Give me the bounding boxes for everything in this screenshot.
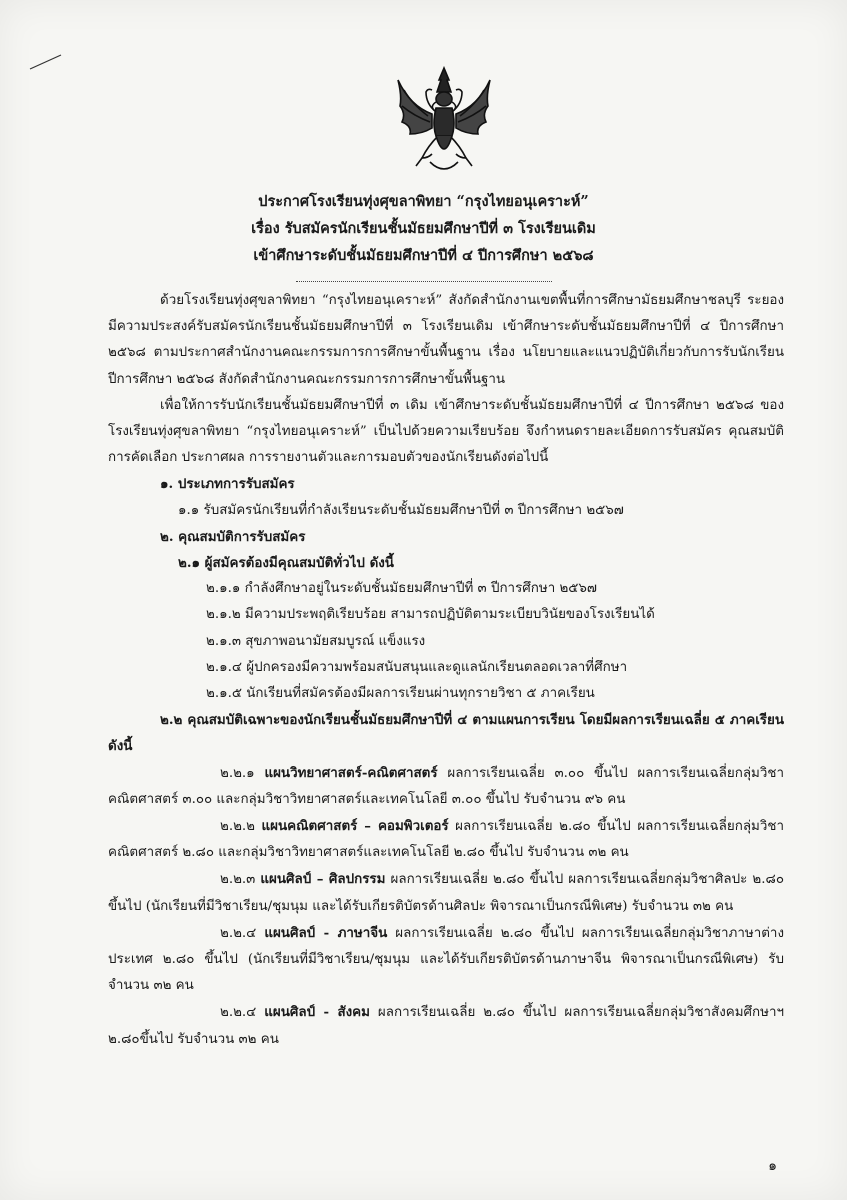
garuda-emblem-icon [392, 66, 496, 178]
page-number: ๑ [768, 1158, 777, 1174]
plan-name: แผนคณิตศาสตร์ – คอมพิวเตอร์ [261, 818, 449, 835]
section-2-heading: ๒. คุณสมบัติการรับสมัคร [160, 528, 306, 545]
plan-number: ๒.๒.๔ [220, 1005, 265, 1021]
plan-detail: ผลการเรียนเฉลี่ย ๒.๘๐ ขึ้นไป ผลการเรียนเฉลี่ยกลุ่มวิชาสังคมศึกษาฯ ๒.๘๐ขึ้นไป รับจำนวน ๓๒ คน [108, 1005, 784, 1047]
section-2-1-item: ๒.๑.๒ มีความประพฤติเรียบร้อย สามารถปฏิบัติตามระเบียบวินัยของโรงเรียนได้ [206, 607, 655, 623]
section-2-1-item: ๒.๑.๔ ผู้ปกครองมีความพร้อมสนับสนุนและดูแลนักเรียนตลอดเวลาที่ศึกษา [206, 659, 628, 675]
intro-paragraph-1: ด้วยโรงเรียนทุ่งศุขลาพิทยา “กรุงไทยอนุเคราะห์” สังกัดสำนักงานเขตพื้นที่การศึกษามัธยมศึกษาชลบุรี ระยอง มีความประสงค์รับสมัครนักเรียนชั้นมัธยมศึกษาปีที่ ๓ โรงเรียนเดิม เข้าศึกษาระดับชั้นมัธยมศึกษาปีที่ ๔ ปีการศึกษา ๒๕๖๘ ตามประกาศสำนักงานคณะกรรมการการศึกษาขั้นพื้นฐาน เรื่อง นโยบายและแนวปฏิบัติเกี่ยวกับการรับนักเรียน ปีการศึกษา ๒๕๖๘ สังกัดสำนักงานคณะกรรมการการศึกษาขั้นพื้นฐาน [108, 293, 784, 387]
pen-mark-icon [28, 52, 64, 72]
section-2-2-heading-text: ๒.๒ คุณสมบัติเฉพาะของนักเรียนชั้นมัธยมศึกษาปีที่ ๔ ตามแผนการเรียน โดยมีผลการเรียนเฉลี่ย ๕ ภาคเรียน ดังนี้ [108, 712, 784, 755]
section-2-1-item: ๒.๑.๑ กำลังศึกษาอยู่ในระดับชั้นมัธยมศึกษาปีที่ ๓ ปีการศึกษา ๒๕๖๗ [206, 581, 598, 597]
announcement-header [0, 188, 847, 269]
plan-detail: ผลการเรียนเฉลี่ย ๒.๘๐ ขึ้นไป ผลการเรียนเฉลี่ยกลุ่มวิชาภาษาต่างประเทศ ๒.๘๐ ขึ้นไป (นักเรียนที่มีวิชาเรียน/ชุมนุม และได้รับเกียรติบัตรด้านภาษาจีน พิจารณาเป็นกรณีพิเศษ) รับจำนวน ๓๒ คน [108, 925, 784, 994]
plan-number: ๒.๒.๒ [220, 819, 262, 835]
section-1-item: ๑.๑ รับสมัครนักเรียนที่กำลังเรียนระดับชั้นมัธยมศึกษาปีที่ ๓ ปีการศึกษา ๒๕๖๗ [178, 502, 624, 518]
plan-detail: ผลการเรียนเฉลี่ย ๒.๘๐ ขึ้นไป ผลการเรียนเฉลี่ยกลุ่มวิชาศิลปะ ๒.๘๐ ขึ้นไป (นักเรียนที่มีวิชาเรียน/ชุมนุม และได้รับเกียรติบัตรด้านศิลปะ พิจารณาเป็นกรณีพิเศษ) รับจำนวน ๓๒ คน [108, 872, 784, 914]
plan-name: แผนศิลป์ - ภาษาจีน [264, 924, 388, 941]
plan-item [108, 920, 784, 1000]
plan-name: แผนศิลป์ - สังคม [264, 1004, 370, 1021]
plan-item [108, 866, 784, 919]
plan-number: ๒.๒.๑ [220, 765, 265, 781]
section-2-1-heading: ๒.๑ ผู้สมัครต้องมีคุณสมบัติทั่วไป ดังนี้ [178, 555, 394, 572]
section-2-2-heading [108, 707, 784, 759]
plan-detail: ผลการเรียนเฉลี่ย ๒.๘๐ ขึ้นไป ผลการเรียนเฉลี่ยกลุ่มวิชาคณิตศาสตร์ ๒.๘๐ และกลุ่มวิชาวิทยาศาสตร์และเทคโนโลยี ๒.๘๐ ขึ้นไป รับจำนวน ๓๒ คน [108, 819, 784, 861]
section-1-heading: ๑. ประเภทการรับสมัคร [160, 476, 295, 493]
plan-item [108, 760, 784, 813]
plan-name: แผนวิทยาศาสตร์-คณิตศาสตร์ [264, 764, 438, 781]
announcement-subject-line2: เข้าศึกษาระดับชั้นมัธยมศึกษาปีที่ ๔ ปีการศึกษา ๒๕๖๘ [253, 247, 594, 264]
announcement-subject: เรื่อง รับสมัครนักเรียนชั้นมัธยมศึกษาปีที่ ๓ โรงเรียนเดิม [251, 220, 596, 237]
plan-item [108, 813, 784, 866]
header-separator [296, 281, 552, 282]
document-body [108, 288, 784, 1053]
plan-name: แผนศิลป์ – ศิลปกรรม [260, 871, 386, 888]
plan-number: ๒.๒.๔ [220, 925, 265, 941]
plan-item [108, 999, 784, 1052]
section-2-1-item: ๒.๑.๓ สุขภาพอนามัยสมบูรณ์ แข็งแรง [206, 633, 426, 649]
section-2-1-item: ๒.๑.๕ นักเรียนที่สมัครต้องมีผลการเรียนผ่านทุกรายวิชา ๕ ภาคเรียน [206, 686, 595, 702]
plan-detail: ผลการเรียนเฉลี่ย ๓.๐๐ ขึ้นไป ผลการเรียนเฉลี่ยกลุ่มวิชาคณิตศาสตร์ ๓.๐๐ และกลุ่มวิชาวิทยาศาสตร์และเทคโนโลยี ๓.๐๐ ขึ้นไป รับจำนวน ๙๖ คน [108, 765, 784, 807]
plan-number: ๒.๒.๓ [220, 872, 261, 888]
intro-paragraph-2: เพื่อให้การรับนักเรียนชั้นมัธยมศึกษาปีที่ ๓ เดิม เข้าศึกษาระดับชั้นมัธยมศึกษาปีที่ ๔ ปีการศึกษา ๒๕๖๘ ของโรงเรียนทุ่งศุขลาพิทยา “กรุงไทยอนุเคราะห์” เป็นไปด้วยความเรียบร้อย จึงกำหนดรายละเอียดการรับสมัคร คุณสมบัติ การคัดเลือก ประกาศผล การรายงานตัวและการมอบตัวของนักเรียนดังต่อไปนี้ [108, 397, 784, 466]
announcement-title: ประกาศโรงเรียนทุ่งศุขลาพิทยา “กรุงไทยอนุเคราะห์” [258, 193, 589, 210]
